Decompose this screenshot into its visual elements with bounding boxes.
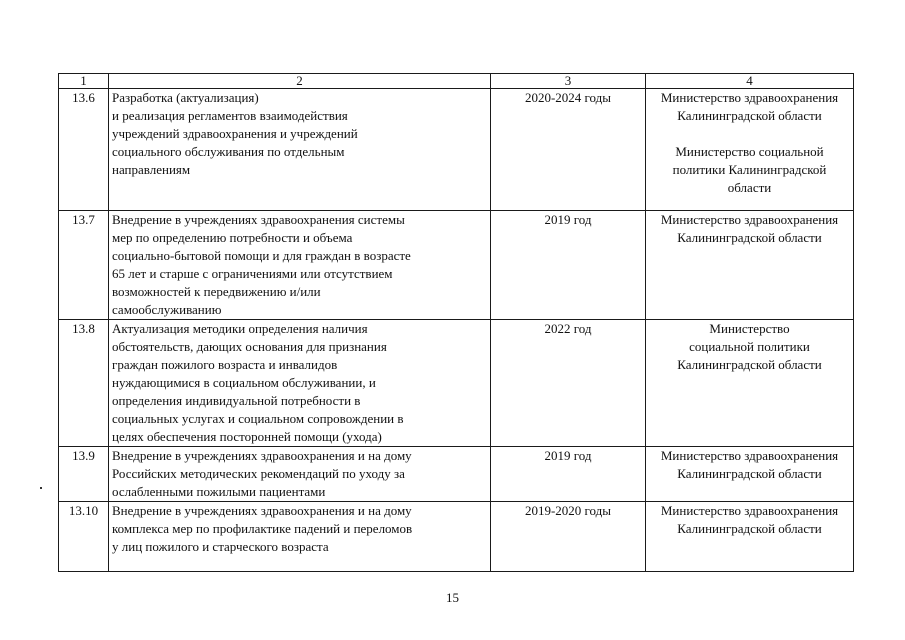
item-term: 2019 год bbox=[491, 447, 646, 502]
column-header-term: 3 bbox=[491, 74, 646, 89]
description-line: учреждений здравоохранения и учреждений bbox=[112, 126, 358, 141]
table-row bbox=[59, 320, 854, 447]
item-description bbox=[109, 447, 491, 502]
description-line: социального обслуживания по отдельным bbox=[112, 144, 345, 159]
executor-line: Министерство социальной bbox=[675, 144, 824, 159]
item-number: 13.6 bbox=[59, 89, 109, 211]
table-header-row bbox=[59, 74, 854, 89]
executor-line: Калининградской области bbox=[677, 521, 822, 536]
table-row bbox=[59, 502, 854, 572]
page-number: 15 bbox=[446, 590, 459, 605]
description-line: Актуализация методики определения наличия bbox=[112, 321, 368, 336]
executor-line: Министерство здравоохранения bbox=[660, 503, 839, 518]
item-term: 2019 год bbox=[491, 211, 646, 320]
item-number: 13.7 bbox=[59, 211, 109, 320]
description-line: определения индивидуальной потребности в bbox=[112, 393, 361, 408]
item-executor bbox=[646, 447, 854, 502]
item-description bbox=[109, 502, 491, 572]
description-line: мер по определению потребности и объема bbox=[112, 230, 353, 245]
description-line: нуждающимися в социальном обслуживании, и bbox=[112, 375, 376, 390]
description-line: граждан пожилого возраста и инвалидов bbox=[112, 357, 338, 372]
description-line: Разработка (актуализация) bbox=[112, 90, 259, 105]
description-line: возможностей к передвижению и/или bbox=[112, 284, 321, 299]
item-executor bbox=[646, 320, 854, 447]
executor-line: Калининградской области bbox=[677, 230, 822, 245]
table-row bbox=[59, 447, 854, 502]
item-number: 13.9 bbox=[59, 447, 109, 502]
item-description bbox=[109, 89, 491, 211]
description-line: направлениям bbox=[112, 162, 191, 177]
item-term: 2022 год bbox=[491, 320, 646, 447]
description-line: Внедрение в учреждениях здравоохранения и на дому bbox=[112, 503, 412, 518]
executor-line: социальной политики bbox=[689, 339, 810, 354]
executor-line: политики Калининградской bbox=[672, 162, 827, 177]
executor-line: Калининградской области bbox=[677, 357, 822, 372]
item-term: 2020-2024 годы bbox=[491, 89, 646, 211]
item-executor bbox=[646, 89, 854, 211]
stray-mark bbox=[40, 487, 42, 489]
executor-line: Министерство здравоохранения bbox=[660, 212, 839, 227]
description-line: целях обеспечения посторонней помощи (ухода) bbox=[112, 429, 382, 444]
description-line: у лиц пожилого и старческого возраста bbox=[112, 539, 329, 554]
column-header-description: 2 bbox=[109, 74, 491, 89]
description-line: Внедрение в учреждениях здравоохранения системы bbox=[112, 212, 405, 227]
item-executor bbox=[646, 502, 854, 572]
executor-line: Министерство здравоохранения bbox=[660, 448, 839, 463]
executor-line: Калининградской области bbox=[677, 466, 822, 481]
table-row bbox=[59, 211, 854, 320]
item-number: 13.10 bbox=[59, 502, 109, 572]
column-header-executor: 4 bbox=[646, 74, 854, 89]
description-line: комплекса мер по профилактике падений и переломов bbox=[112, 521, 413, 536]
description-line: социальных услугах и социальном сопровождении в bbox=[112, 411, 404, 426]
description-line: социально-бытовой помощи и для граждан в возрасте bbox=[112, 248, 411, 263]
item-description bbox=[109, 211, 491, 320]
executor-line: Министерство bbox=[709, 321, 790, 336]
description-line: ослабленными пожилыми пациентами bbox=[112, 484, 326, 499]
description-line: Внедрение в учреждениях здравоохранения и на дому bbox=[112, 448, 412, 463]
item-term: 2019-2020 годы bbox=[491, 502, 646, 572]
description-line: Российских методических рекомендаций по уходу за bbox=[112, 466, 405, 481]
description-line: обстоятельств, дающих основания для признания bbox=[112, 339, 387, 354]
column-header-number: 1 bbox=[59, 74, 109, 89]
executor-line: Калининградской области bbox=[677, 108, 822, 123]
executor-line: Министерство здравоохранения bbox=[660, 90, 839, 105]
measures-table bbox=[58, 73, 854, 572]
item-executor bbox=[646, 211, 854, 320]
item-description bbox=[109, 320, 491, 447]
executor-line: области bbox=[727, 180, 772, 195]
description-line: самообслуживанию bbox=[112, 302, 222, 317]
item-number: 13.8 bbox=[59, 320, 109, 447]
description-line: 65 лет и старше с ограничениями или отсутствием bbox=[112, 266, 393, 281]
table-row bbox=[59, 89, 854, 211]
description-line: и реализация регламентов взаимодействия bbox=[112, 108, 348, 123]
